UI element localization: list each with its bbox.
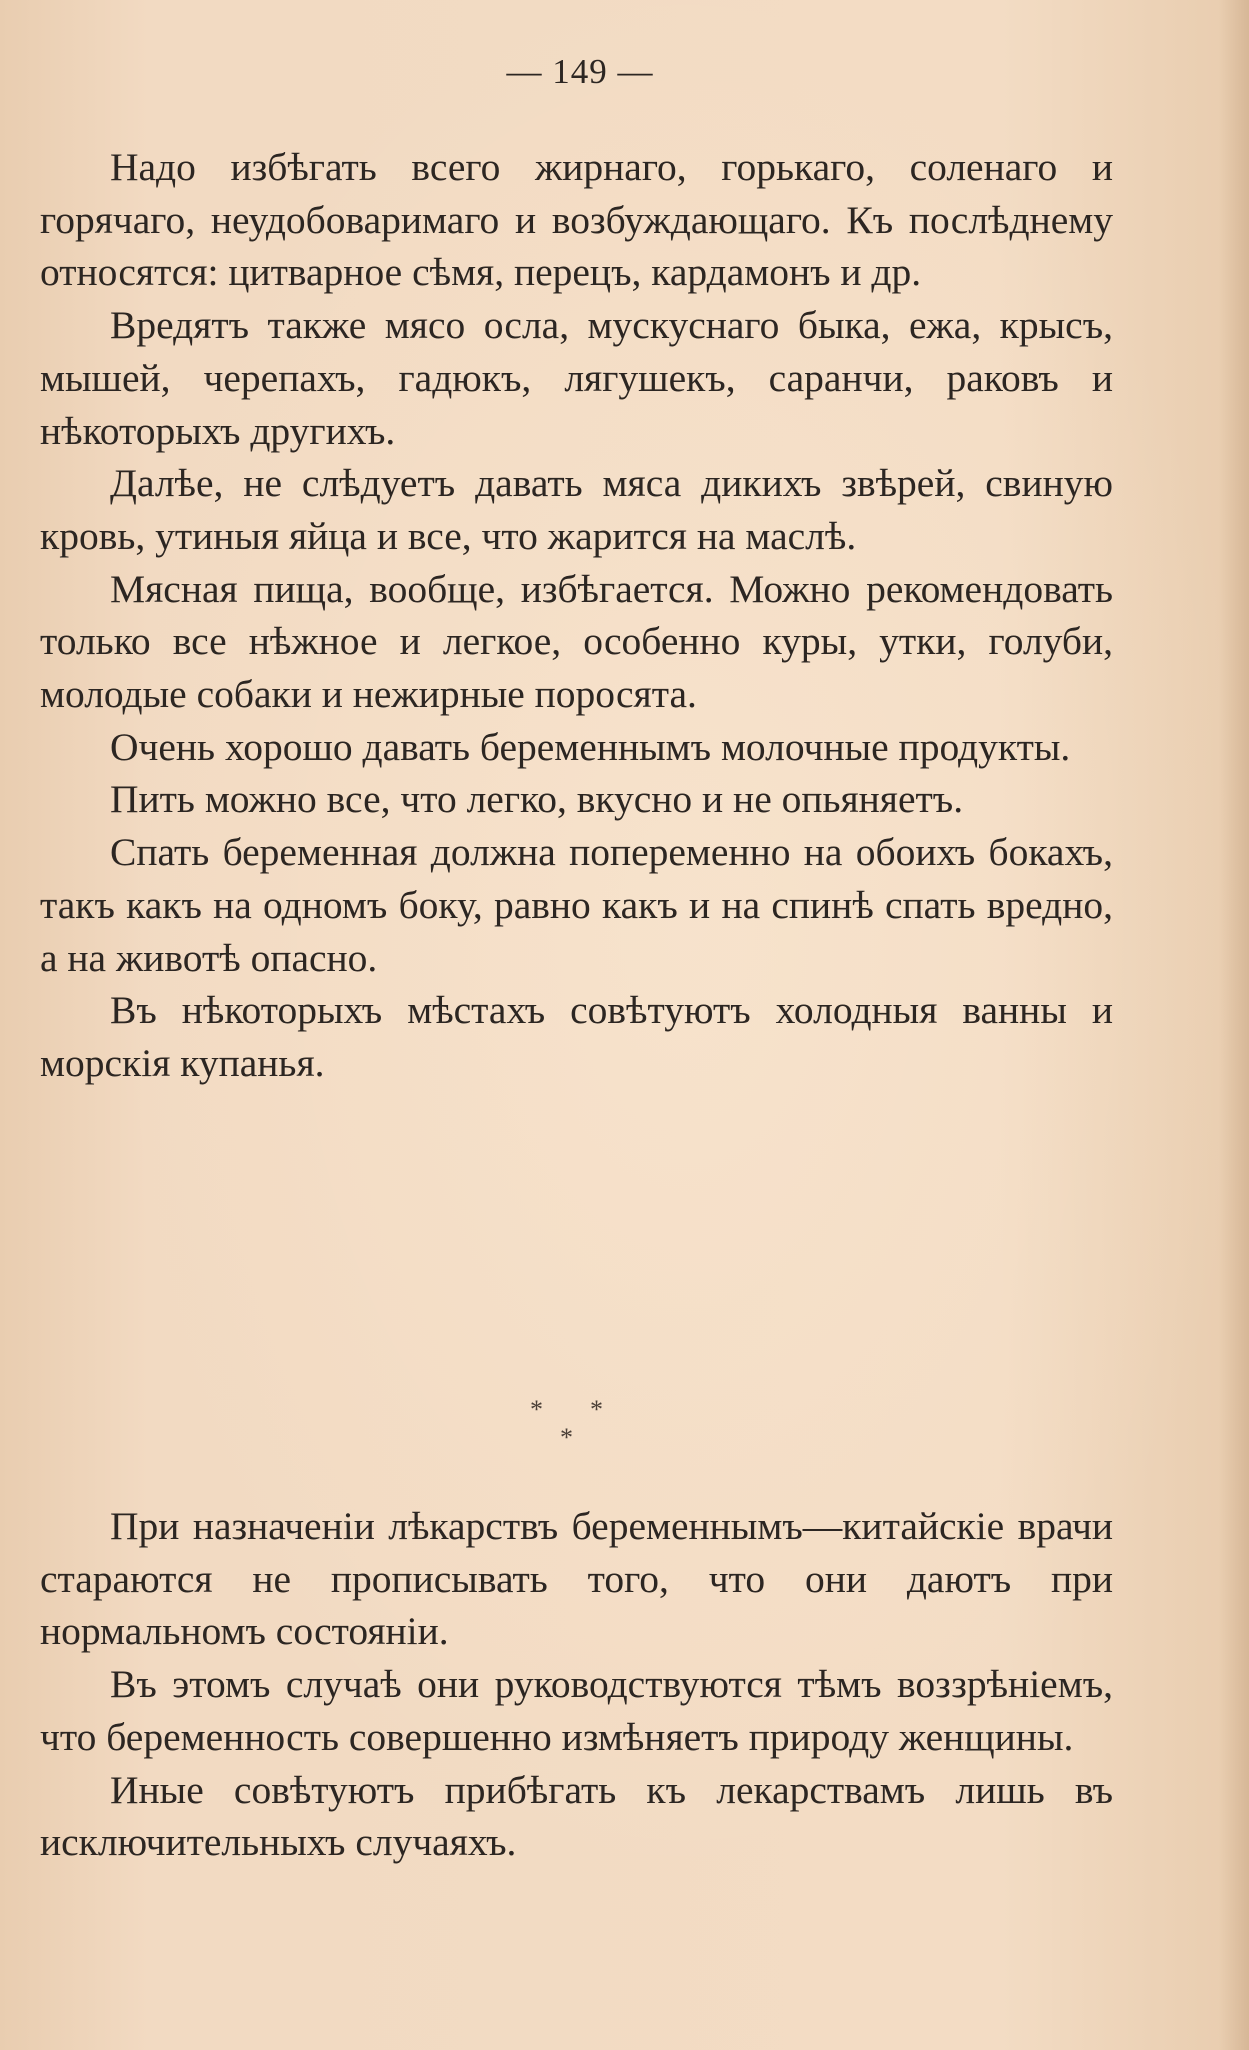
paragraph: Далѣе, не слѣдуетъ давать мяса дикихъ звѣрей, свиную кровь, утиныя яйца и все, что жарится на маслѣ. bbox=[40, 461, 1113, 558]
asterism-divider bbox=[500, 1395, 640, 1465]
paragraph: Пить можно все, что легко, вкусно и не опьяняетъ. bbox=[110, 777, 964, 822]
paragraph: Въ нѣкоторыхъ мѣстахъ совѣтуютъ холодныя ванны и морскія купанья. bbox=[40, 988, 1113, 1085]
text-block-upper bbox=[40, 141, 1113, 1090]
paragraph: Мясная пища, вообще, избѣгается. Можно рекомендовать только все нѣжное и легкое, особенно куры, утки, голуби, молодые собаки и нежирные поросята. bbox=[40, 566, 1113, 717]
paragraph: Въ этомъ случаѣ они руководствуются тѣмъ воззрѣніемъ, что беременность совершенно измѣняетъ природу женщины. bbox=[40, 1662, 1113, 1759]
paragraph: Очень хорошо давать беременнымъ молочные продукты. bbox=[110, 724, 1071, 769]
asterisk-glyph: * bbox=[560, 1423, 573, 1452]
paragraph: Иные совѣтуютъ прибѣгать къ лекарствамъ лишь въ исключительныхъ случаяхъ. bbox=[40, 1767, 1113, 1865]
paragraph: При назначеніи лѣкарствъ беременнымъ—китайскіе врачи стараются не прописывать того, что они даютъ при нормальномъ состояніи. bbox=[40, 1504, 1113, 1654]
text-block-lower bbox=[40, 1500, 1113, 1869]
page-number: — 149 — bbox=[506, 52, 654, 91]
paragraph: Вредятъ также мясо осла, мускуснаго быка, ежа, крысъ, мышей, черепахъ, гадюкъ, лягушекъ, саранчи, раковъ и нѣкоторыхъ другихъ. bbox=[40, 303, 1113, 453]
asterisk-glyph: * bbox=[590, 1395, 603, 1424]
paragraph: Спать беременная должна попеременно на обоихъ бокахъ, такъ какъ на одномъ боку, равно какъ и на спинѣ спать вредно, а на животѣ опасно. bbox=[40, 830, 1113, 980]
asterisk-glyph: * bbox=[530, 1395, 543, 1424]
page-edge-shadow bbox=[1219, 0, 1249, 2050]
paragraph: Надо избѣгать всего жирнаго, горькаго, соленаго и горячаго, неудобоваримаго и возбуждающаго. Къ послѣднему относятся: цитварное сѣмя, перецъ, кардамонъ и др. bbox=[40, 145, 1113, 295]
